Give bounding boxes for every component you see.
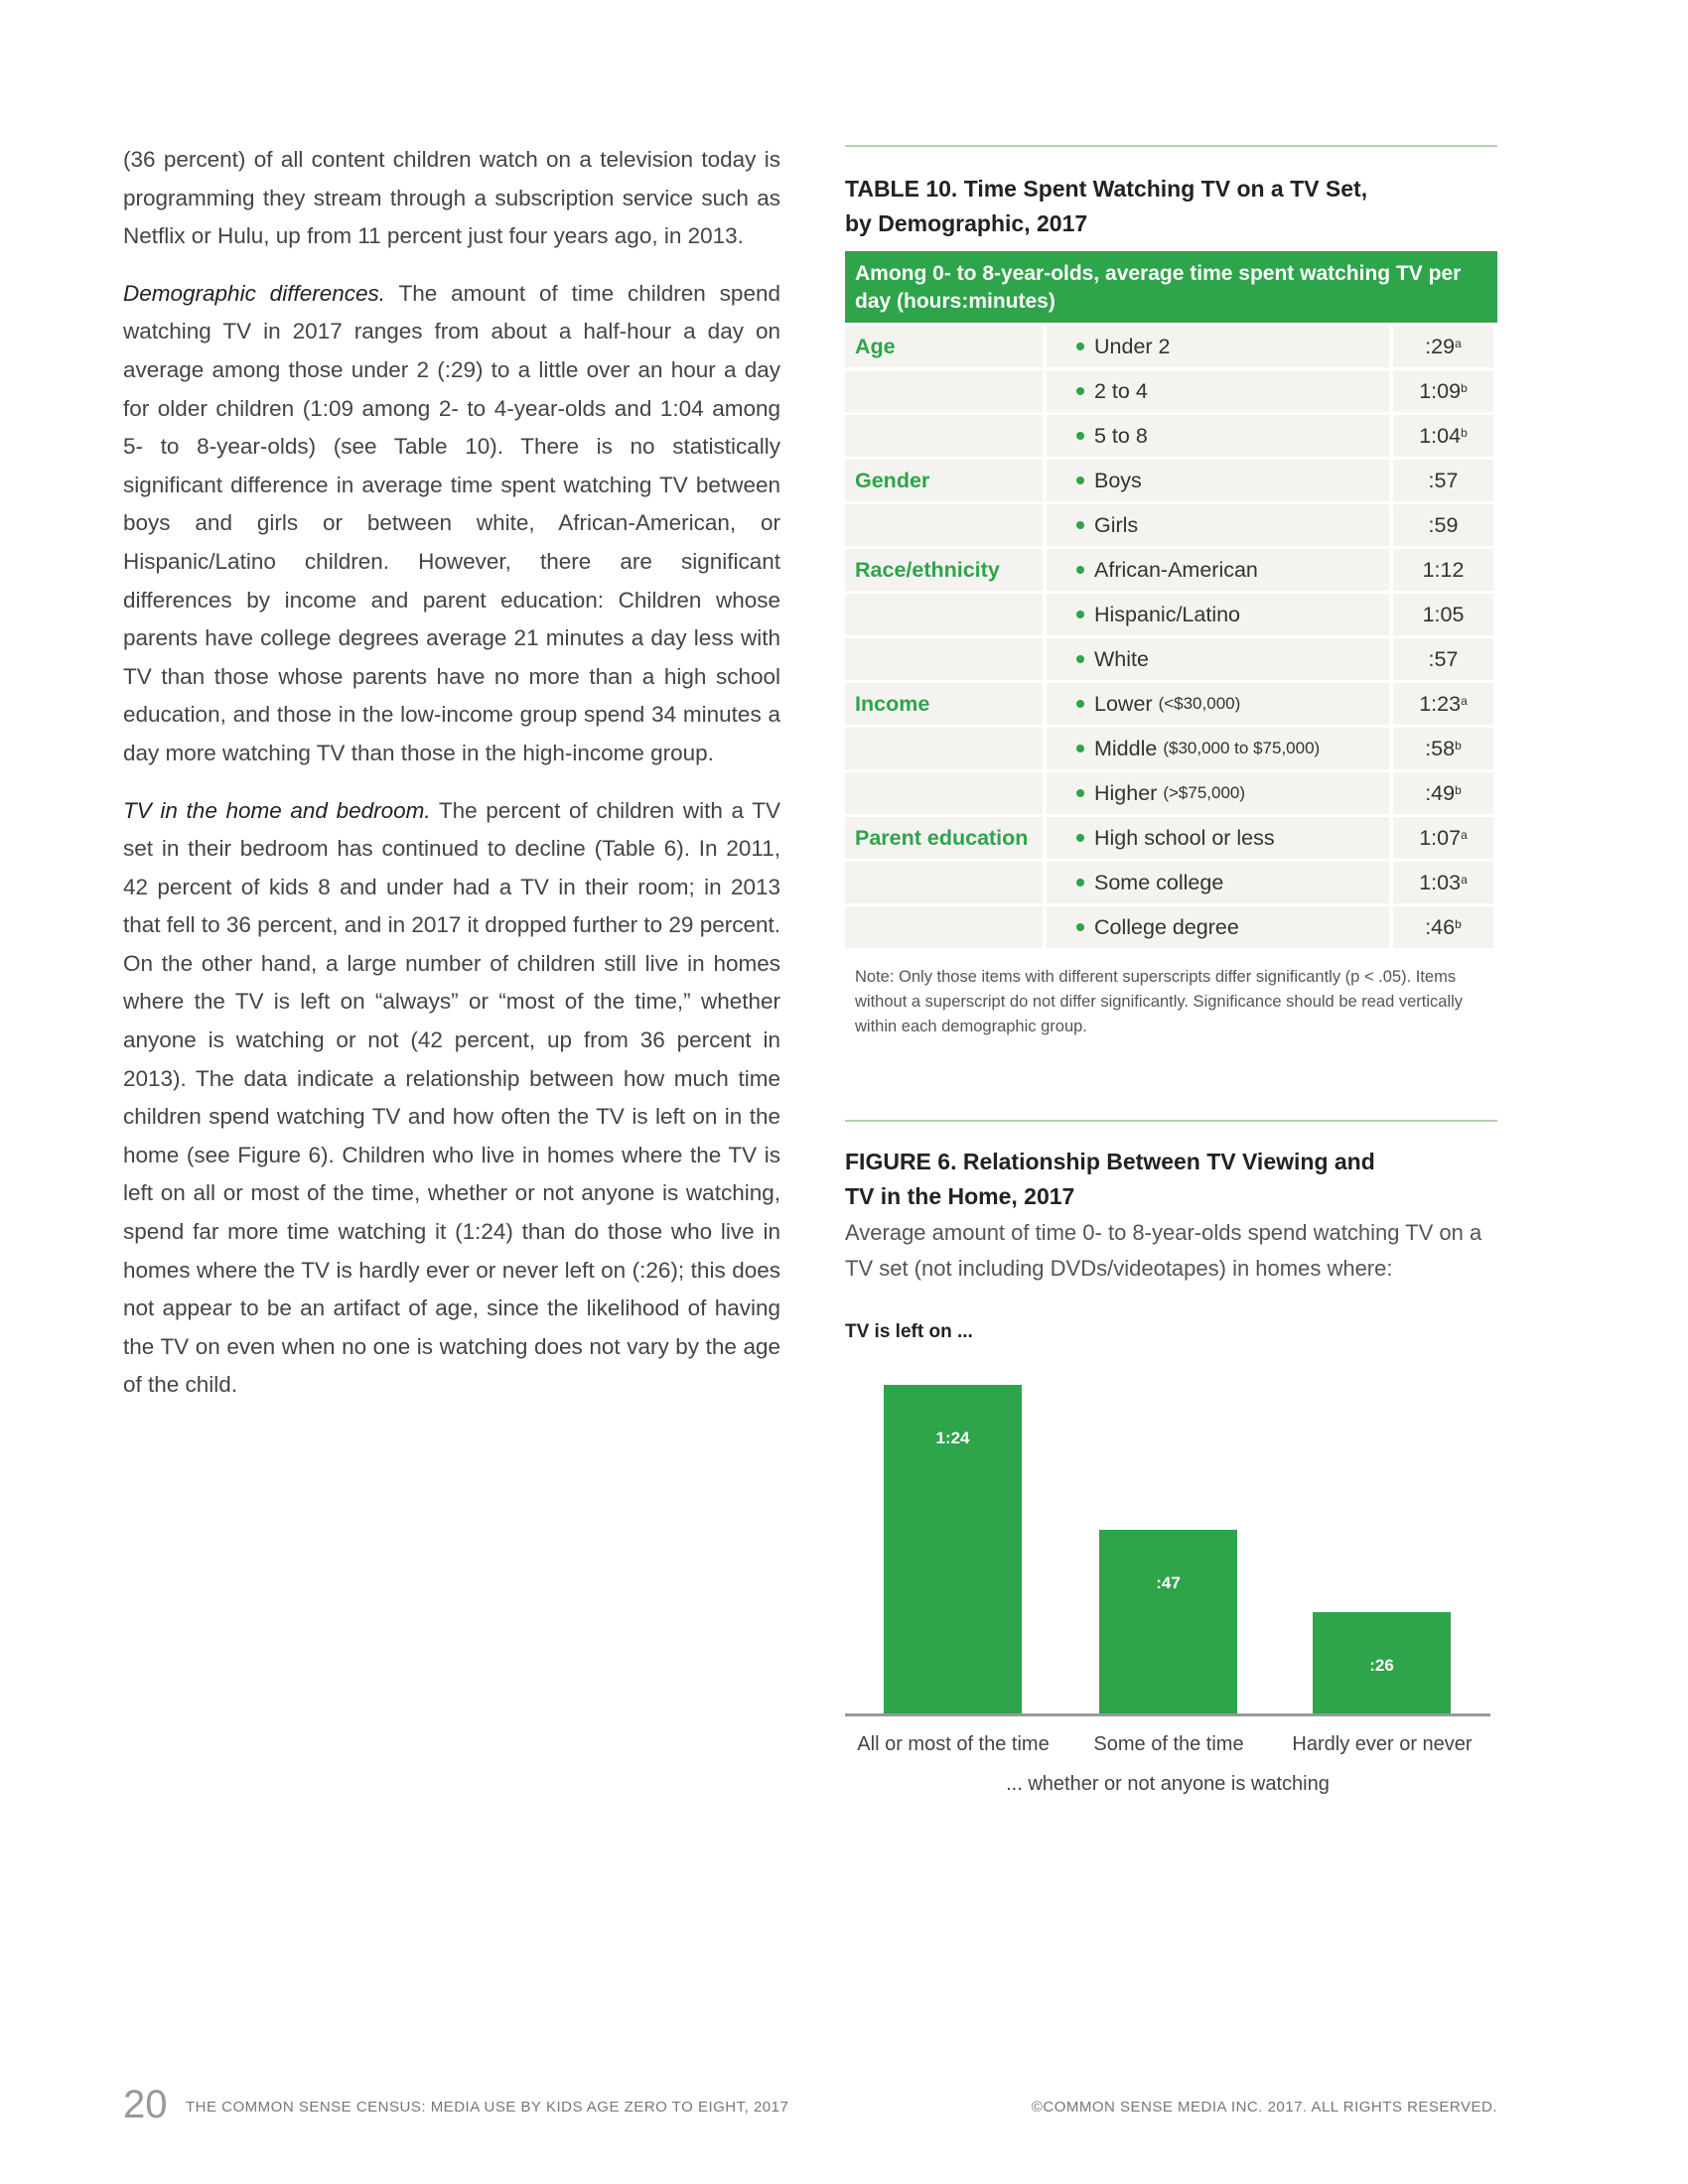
paragraph-text: The amount of time children spend watching TV in 2017 ranges from about a half-hour a day on average among those under 2 (:29) to a little over an hour a day for older children (1:09 among 2- to 4-year-olds and 1:04 among 5- to 8-year-olds) (see Table 10). There is no statistically significant difference in average time spent watching TV between boys and girls or between white, African-American, or Hispanic/Latino children. However, there are significant differences by income and parent education: Children whose parents have college degrees average 21 minutes a day less with TV than those whose parents have no more than a high school education, and those in the low-income group spend 34 minutes a day more watching TV than those in the high-income group. — [123, 280, 780, 765]
value-cell — [1393, 460, 1493, 501]
category-label: Middle — [1094, 736, 1158, 760]
group-label: Income — [845, 683, 1043, 725]
category-cell — [1047, 638, 1389, 680]
value: 1:12 — [1422, 557, 1465, 582]
value-cell — [1393, 862, 1493, 903]
group-label — [845, 862, 1043, 903]
group-label — [845, 728, 1043, 769]
category-cell — [1047, 549, 1389, 591]
category-label: 2 to 4 — [1094, 378, 1148, 403]
significance-superscript: b — [1455, 783, 1462, 797]
value: :57 — [1428, 468, 1459, 492]
category-detail: ($30,000 to $75,000) — [1163, 739, 1321, 757]
category-cell — [1047, 326, 1389, 367]
category-label: African-American — [1094, 557, 1258, 582]
category-cell — [1047, 594, 1389, 635]
table-row — [845, 683, 1497, 728]
category-label: Hispanic/Latino — [1094, 602, 1241, 626]
footer-title: THE COMMON SENSE CENSUS: MEDIA USE BY KIDS AGE ZERO TO EIGHT, 2017 — [186, 2099, 789, 2116]
bar-value-label: :47 — [1156, 1573, 1181, 1593]
value: 1:04 — [1419, 423, 1462, 448]
value-cell — [1393, 415, 1493, 457]
category-label: Higher — [1094, 780, 1158, 805]
significance-superscript: a — [1461, 873, 1468, 887]
group-label — [845, 370, 1043, 412]
table-header: Among 0- to 8-year-olds, average time spent watching TV per day (hours:minutes) — [845, 251, 1497, 323]
category-cell — [1047, 415, 1389, 457]
significance-superscript: a — [1461, 694, 1468, 708]
bar-value-label: :26 — [1369, 1656, 1394, 1676]
table-title-line: by Demographic, 2017 — [845, 210, 1088, 236]
category-label: Under 2 — [1094, 334, 1171, 358]
significance-superscript: a — [1455, 337, 1462, 350]
category-label: Girls — [1094, 512, 1139, 537]
category-detail: (>$75,000) — [1163, 783, 1246, 802]
table-row — [845, 415, 1497, 460]
table-row — [845, 817, 1497, 862]
table-row — [845, 460, 1497, 504]
category-cell — [1047, 504, 1389, 546]
group-label — [845, 638, 1043, 680]
category-label: Lower — [1094, 691, 1153, 716]
group-label: Race/ethnicity — [845, 549, 1043, 591]
value: :58 — [1425, 736, 1456, 760]
category-detail: (<$30,000) — [1158, 694, 1241, 713]
table-note: Note: Only those items with different superscripts differ significantly (p < .05). Items without a superscript do not differ significantly. Significance should be read vertically within each demographic group. — [855, 968, 1464, 1035]
x-tick-label: All or most of the time — [857, 1733, 1050, 1755]
significance-superscript: b — [1461, 426, 1468, 440]
table-row — [845, 370, 1497, 415]
category-cell — [1047, 683, 1389, 725]
value: 1:05 — [1422, 602, 1465, 626]
table-row — [845, 326, 1497, 370]
category-label: White — [1094, 646, 1149, 671]
category-label: College degree — [1094, 914, 1239, 939]
figure-subtitle: Average amount of time 0- to 8-year-olds spend watching TV on a TV set (not including DVDs/videotapes) in homes where: — [845, 1220, 1482, 1281]
significance-superscript: b — [1461, 381, 1468, 395]
significance-superscript: b — [1455, 739, 1462, 752]
x-axis — [845, 1713, 1490, 1716]
paragraph-text: The percent of children with a TV set in their bedroom has continued to decline (Table 6). In 2011, 42 percent of kids 8 and under had a TV in their room; in 2013 that fell to 36 percent, and in 2017 it dropped further to 29 percent. On the other hand, a large number of children still live in homes where the TV is left on “always” or “most of the time,” whether anyone is watching or not (42 percent, up from 36 percent in 2013). The data indicate a relationship between how much time children spend watching TV and how often the TV is left on in the home (see Figure 6). Children who live in homes where the TV is left on all or most of the time, whether or not anyone is watching, spend far more time watching it (1:24) than do those who live in homes where the TV is hardly ever or never left on (:26); this does not appear to be an artifact of age, since the likelihood of having the TV on even when no one is watching does not vary by the age of the child. — [123, 797, 780, 1398]
table-row — [845, 772, 1497, 817]
figure-title — [845, 1145, 1497, 1214]
value: :29 — [1425, 334, 1456, 358]
value-cell — [1393, 638, 1493, 680]
value: 1:07 — [1419, 825, 1462, 850]
divider — [845, 1120, 1497, 1122]
chart-y-label: TV is left on ... — [845, 1321, 973, 1342]
table-row — [845, 862, 1497, 906]
x-tick-label: Hardly ever or never — [1292, 1733, 1473, 1755]
paragraph-lead: Demographic differences. — [123, 280, 385, 306]
table-title — [845, 172, 1497, 241]
paragraph-demographic — [123, 275, 780, 773]
category-cell — [1047, 370, 1389, 412]
value-cell — [1393, 549, 1493, 591]
category-cell — [1047, 906, 1389, 948]
value-cell — [1393, 817, 1493, 859]
category-label: High school or less — [1094, 825, 1275, 850]
group-label: Gender — [845, 460, 1043, 501]
table-row — [845, 504, 1497, 549]
paragraph-bedroom — [123, 792, 780, 1406]
value: :57 — [1428, 646, 1459, 671]
category-cell — [1047, 817, 1389, 859]
category-cell — [1047, 772, 1389, 814]
category-cell — [1047, 862, 1389, 903]
data-table — [845, 326, 1497, 951]
group-label — [845, 772, 1043, 814]
figure-title-line: FIGURE 6. Relationship Between TV Viewing and — [845, 1149, 1375, 1174]
chart-x-label: ... whether or not anyone is watching — [1006, 1773, 1330, 1795]
value: :46 — [1425, 914, 1456, 939]
divider — [845, 145, 1497, 147]
paragraph-streaming: (36 percent) of all content children watch on a television today is programming they stream through a subscription service such as Netflix or Hulu, up from 11 percent just four years ago, in 2013. — [123, 147, 780, 249]
value-cell — [1393, 370, 1493, 412]
value-cell — [1393, 594, 1493, 635]
category-label: Boys — [1094, 468, 1142, 492]
table-row — [845, 728, 1497, 772]
value-cell — [1393, 906, 1493, 948]
value: 1:09 — [1419, 378, 1462, 403]
value: 1:03 — [1419, 870, 1462, 894]
group-label: Parent education — [845, 817, 1043, 859]
table-row — [845, 549, 1497, 594]
value-cell — [1393, 326, 1493, 367]
paragraph-lead: TV in the home and bedroom. — [123, 797, 431, 823]
significance-superscript: b — [1455, 917, 1462, 931]
value: :49 — [1425, 780, 1456, 805]
x-tick-label: Some of the time — [1093, 1733, 1244, 1755]
value-cell — [1393, 683, 1493, 725]
bar — [1099, 1530, 1237, 1714]
category-label: Some college — [1094, 870, 1224, 894]
table-title-line: TABLE 10. Time Spent Watching TV on a TV Set, — [845, 176, 1368, 202]
figure-title-line: TV in the Home, 2017 — [845, 1183, 1075, 1209]
category-label: 5 to 8 — [1094, 423, 1148, 448]
value-cell — [1393, 772, 1493, 814]
group-label — [845, 594, 1043, 635]
group-label: Age — [845, 326, 1043, 367]
category-cell — [1047, 460, 1389, 501]
value: 1:23 — [1419, 691, 1462, 716]
group-label — [845, 504, 1043, 546]
group-label — [845, 415, 1043, 457]
value-cell — [1393, 504, 1493, 546]
bar-value-label: 1:24 — [935, 1429, 970, 1448]
footer-copyright: ©COMMON SENSE MEDIA INC. 2017. ALL RIGHTS RESERVED. — [1031, 2099, 1497, 2116]
value: :59 — [1428, 512, 1459, 537]
group-label — [845, 906, 1043, 948]
table-row — [845, 638, 1497, 683]
body-text — [123, 141, 780, 1424]
significance-superscript: a — [1461, 828, 1468, 842]
page-number: 20 — [123, 2083, 168, 2126]
table-row — [845, 906, 1497, 951]
category-cell — [1047, 728, 1389, 769]
table-row — [845, 594, 1497, 638]
value-cell — [1393, 728, 1493, 769]
